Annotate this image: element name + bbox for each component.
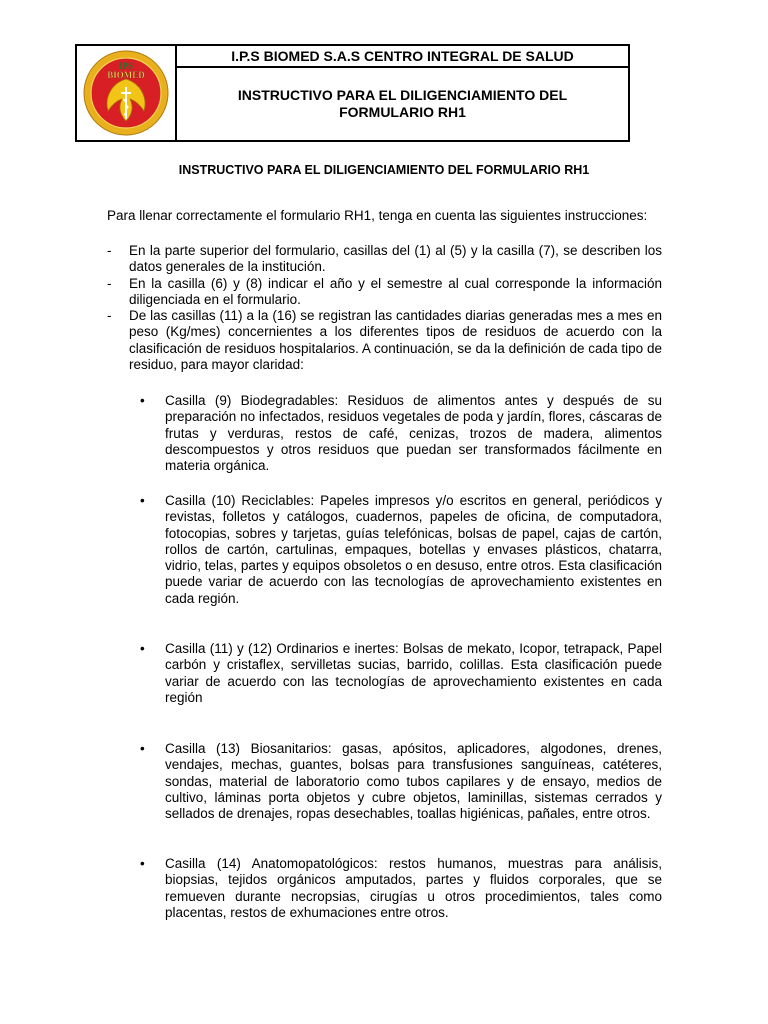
bullet-item-text: Casilla (10) Reciclables: Papeles impresos y/o escritos en general, periódicos y revistas, folletos y catálogos, cuadernos, papeles de oficina, de computadora, fotocopias, sobres y tarjetas, guías telefónicas, bolsas de papel, cajas de cartón, rollos de cartón, cartulinas, empaques, botellas y envases plásticos, chatarra, vidrio, telas, partes y equipos obsoletos o en desuso, entre otros. Esta clasificación puede variar de acuerdo con las tecnologías de aprovechamiento existentes en cada región. [165,493,662,606]
bullet-item-text: Casilla (11) y (12) Ordinarios e inertes: Bolsas de mekato, Icopor, tetrapack, Papel carbón y cristaflex, servilletas sucias, barrido, colillas. Esta clasificación puede variar de acuerdo con las tecnologías de aprovechamiento existentes en cada región [165,641,662,705]
dash-item-text: En la casilla (6) y (8) indicar el año y el semestre al cual corresponde la información diligenciada en el formulario. [129,275,662,307]
dash-list [107,243,662,373]
bullet-marker: • [140,641,145,656]
dash-list-item [107,243,662,276]
bullet-marker: • [140,856,145,871]
bullet-item-reciclables [140,493,662,607]
document-title: INSTRUCTIVO PARA EL DILIGENCIAMIENTO DEL FORMULARIO RH1 [178,163,590,177]
institution-name: I.P.S BIOMED S.A.S CENTRO INTEGRAL DE SALUD [177,46,628,68]
dash-item-text: En la parte superior del formulario, casillas del (1) al (5) y la casilla (7), se describen los datos generales de la institución. [129,243,662,275]
dash-item-text: De las casillas (11) a la (16) se registran las cantidades diarias generadas mes a mes en peso (Kg/mes) concernientes a los diferentes tipos de residuos de acuerdo con la clasificación de residuos hospitalarios. A continuación, se da la definición de cada tipo de residuo, para mayor claridad: [129,308,662,373]
bullet-item-anatomopatologicos [140,856,662,921]
bullet-item-biodegradables [140,393,662,474]
logo-text-top: IPS [118,61,134,71]
bullet-marker: • [140,393,145,408]
document-header-table [75,44,630,142]
logo-text-main: BIOMED [107,70,145,80]
dash-marker: - [107,275,112,291]
bullet-item-ordinarios [140,641,662,706]
bullet-item-text: Casilla (13) Biosanitarios: gasas, apósitos, aplicadores, algodones, drenes, vendajes, mechas, guantes, bolsas para transfusiones sanguíneas, catéteres, sondas, material de laboratorio como tubos capilares y de ensayo, medios de cultivo, láminas porta objetos y cubre objetos, laminillas, sistemas cerrados y sellados de drenajes, ropas desechables, toallas higiénicas, pañales, entre otros. [165,741,662,822]
bullet-marker: • [140,741,145,756]
header-title-cells [177,46,628,140]
bullet-item-biosanitarios [140,741,662,822]
bullet-item-text: Casilla (14) Anatomopatológicos: restos humanos, muestras para análisis, biopsias, tejidos orgánicos amputados, partes y fluidos corporales, que se remueven durante necropsias, cirugías u otros procedimientos, tales como placentas, restos de exhumaciones entre otros. [165,856,662,920]
ips-biomed-logo [82,49,170,137]
bullet-marker: • [140,493,145,508]
form-title: INSTRUCTIVO PARA EL DILIGENCIAMIENTO DEL FORMULARIO RH1 [237,87,568,120]
dash-list-item [107,276,662,309]
dash-marker: - [107,243,112,258]
logo-cell [77,46,177,140]
dash-marker: - [107,308,112,324]
intro-paragraph: Para llenar correctamente el formulario RH1, tenga en cuenta las siguientes instrucciones: [107,208,648,223]
dash-list-item [107,308,662,373]
bullet-item-text: Casilla (9) Biodegradables: Residuos de alimentos antes y después de su preparación no infectados, residuos vegetales de poda y jardín, flores, cáscaras de frutas y verduras, restos de café, cenizas, trozos de madera, alimentos descompuestos y otros residuos que puedan ser transformados fácilmente en materia orgánica. [165,393,662,474]
